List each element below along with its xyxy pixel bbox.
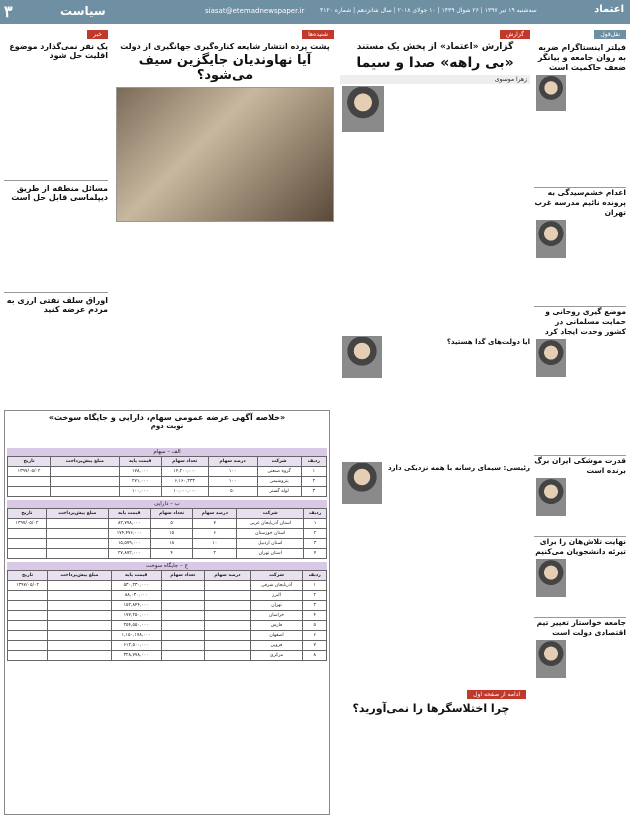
table-cell: لوله گستر <box>257 487 301 497</box>
ad-section <box>4 410 330 815</box>
table-row <box>8 601 327 611</box>
table-header: مبلغ پیش‌پرداخت <box>48 571 112 581</box>
portrait-image <box>536 559 566 597</box>
table-cell: ۱۷۴,۴۷۶,۰۰۰ <box>108 529 150 539</box>
table-cell <box>8 631 48 641</box>
table-header: تعداد سهام <box>161 571 205 581</box>
table-cell <box>46 539 108 549</box>
table-cell: ۳ <box>303 601 327 611</box>
table-cell: ۶,۱۶۰,۳۳۳ <box>161 477 208 487</box>
byline: زهرا موسوی <box>340 75 530 84</box>
main-story-kicker: پشت پرده انتشار شایعه کناره‌گیری جهانگیری از دولت <box>120 42 330 51</box>
interview-headline: «بی راهه» صدا و سیما <box>356 55 514 71</box>
table-cell <box>161 651 205 661</box>
newspaper-logo: اعتماد <box>594 4 624 15</box>
band-fuel: ج – جایگاه سوخت <box>7 562 327 570</box>
table-cell <box>51 467 119 477</box>
table-cell: ۱۵,۵۷۹,۰۰۰ <box>108 539 150 549</box>
right-column-tag: نقل‌قول <box>594 30 626 39</box>
table-cell: ۱۸ <box>150 539 192 549</box>
table-cell <box>161 621 205 631</box>
list-item: اعدام خشم‌سیدگی به پرونده نائیم مدرسه غرب تهران <box>534 188 626 306</box>
table-cell: اصفهان <box>250 631 303 641</box>
table-cell: مرکزی <box>250 651 303 661</box>
table-cell: ۲۷۱,۰۰۰ <box>119 477 161 487</box>
table-row <box>8 641 327 651</box>
table-cell: آذربایجان شرقی <box>250 581 303 591</box>
bottom-tag: ادامه از صفحه اول <box>467 690 526 699</box>
table-cell <box>161 631 205 641</box>
fuel-table <box>7 570 327 661</box>
table-cell <box>8 487 51 497</box>
table-cell: تهران <box>250 601 303 611</box>
table-header: درصد سهام <box>208 457 257 467</box>
table-cell: گروه صنعتی <box>257 467 301 477</box>
table-cell <box>205 651 250 661</box>
table-header: ردیف <box>304 509 327 519</box>
table-cell <box>8 591 48 601</box>
table-cell: ۳ <box>304 539 327 549</box>
portrait-image <box>342 336 382 378</box>
table-cell: ۲۷,۸۷۲,۰۰۰ <box>108 549 150 559</box>
list-item: جامعه خواستار تغییر تیم اقتصادی دولت است <box>534 618 626 638</box>
table-header: درصد سهام <box>193 509 237 519</box>
table-cell <box>205 591 250 601</box>
table-cell <box>8 549 47 559</box>
portrait-image <box>536 75 566 111</box>
table-cell: ۸ <box>303 651 327 661</box>
left-column <box>4 30 108 400</box>
table-row <box>8 539 327 549</box>
list-item: نهایت تلاش‌هان را برای تبرئه دانشجویان می‌کنیم <box>534 537 626 617</box>
table-cell <box>51 487 119 497</box>
list-item: اوراق سلف نفتی ارزی به مردم عرضه کنید <box>6 296 108 314</box>
table-cell: ۲ <box>193 549 237 559</box>
table-cell: ۲ <box>301 477 326 487</box>
portrait-image <box>536 640 566 678</box>
table-cell: ۸۲,۷۷۸,۰۰۰ <box>108 519 150 529</box>
interview-kicker: گزارش «اعتماد» از پخش یک مستند <box>356 42 514 52</box>
table-header: قیمت پایه <box>111 571 161 581</box>
table-header: تعداد سهام <box>161 457 208 467</box>
main-story-headline: آیا نهاوندیان جایگزین سیف می‌شود؟ <box>138 53 312 83</box>
table-row <box>8 591 327 601</box>
portrait-image <box>536 339 566 377</box>
table-cell <box>8 651 48 661</box>
table-cell <box>8 621 48 631</box>
table-header: تعداد سهام <box>150 509 192 519</box>
list-item: موضع گیری روحانی و حمایت مسلمانی در کشور وحدت ایجاد کرد <box>534 307 626 455</box>
list-item: یک نفر نمی‌گذارد موضوع اقلیت حل شود <box>9 42 108 60</box>
table-cell: ۱۰ <box>193 539 237 549</box>
band-assets: ب – دارایی <box>7 500 327 508</box>
table-cell: ۵۳۰,۲۳۰,۰۰۰ <box>111 581 161 591</box>
table-cell <box>48 601 112 611</box>
table-cell: ۱۷۷,۲۵۰,۰۰۰ <box>111 611 161 621</box>
table-header: قیمت پایه <box>108 509 150 519</box>
table-cell: ۱۳۹۷/۰۵/۰۲ <box>8 467 51 477</box>
table-cell: خراسان <box>250 611 303 621</box>
page-number: ۳ <box>4 2 13 21</box>
table-cell: ۳ <box>301 487 326 497</box>
table-header: شرکت <box>250 571 303 581</box>
portrait-image <box>536 220 566 258</box>
table-cell <box>205 621 250 631</box>
table-cell <box>161 591 205 601</box>
table-cell: ۱ <box>304 519 327 529</box>
table-cell: ۱۷۸,۰۰۰ <box>119 467 161 477</box>
table-row <box>8 651 327 661</box>
shares-table <box>7 456 327 497</box>
table-cell: ۶۱۲,۵۰۰,۰۰۰ <box>111 641 161 651</box>
table-cell <box>46 519 108 529</box>
table-cell: ۴ <box>304 549 327 559</box>
table-cell: ۳۲۸,۷۷۸,۰۰۰ <box>111 651 161 661</box>
table-cell: استان اردبیل <box>237 539 304 549</box>
main-story-photo <box>116 87 334 222</box>
table-cell: ۲ <box>304 529 327 539</box>
table-cell: ۸۸,۰۳۰,۰۰۰ <box>111 591 161 601</box>
table-cell: ۱۵ <box>150 529 192 539</box>
table-cell <box>8 477 51 487</box>
table-cell <box>205 611 250 621</box>
sub-headline: ایا دولت‌های گدا هستید؟ <box>446 338 530 346</box>
table-row <box>8 519 327 529</box>
table-cell <box>51 477 119 487</box>
list-item: قدرت موشکی ایران برگ برنده است <box>534 456 626 536</box>
interview-tag: گزارش <box>500 30 530 39</box>
table-header: ردیف <box>301 457 326 467</box>
table-row <box>8 621 327 631</box>
table-header: درصد سهام <box>205 571 250 581</box>
main-story-tag: شنیده‌ها <box>302 30 334 39</box>
table-cell: فارس <box>250 621 303 631</box>
site-email: siasat@etemadnewspaper.ir <box>205 7 305 15</box>
table-cell <box>48 651 112 661</box>
table-cell: استان آذربایجان غربی <box>237 519 304 529</box>
table-cell <box>48 611 112 621</box>
table-cell <box>48 591 112 601</box>
table-cell: ۱۰۰ <box>208 477 257 487</box>
table-cell: ۱۰۰ <box>208 467 257 477</box>
list-item: مسائل منطقه از طریق دیپلماسی قابل حل است <box>11 184 108 202</box>
table-header: ردیف <box>303 571 327 581</box>
table-cell: ۷ <box>193 519 237 529</box>
table-cell <box>8 641 48 651</box>
table-cell <box>205 631 250 641</box>
table-cell <box>205 641 250 651</box>
issue-date: سه‌شنبه ۱۹ تیر ۱۳۹۷ | ۲۶ شوال ۱۴۳۹ | ۱۰ جولای ۲۰۱۸ | سال شانزدهم | شماره ۴۱۲۰ <box>320 7 537 14</box>
table-cell <box>46 549 108 559</box>
table-row <box>8 631 327 641</box>
table-cell: ۵ <box>303 621 327 631</box>
portrait-image <box>536 478 566 516</box>
table-cell <box>48 641 112 651</box>
table-header: مبلغ پیش‌پرداخت <box>51 457 119 467</box>
assets-table <box>7 508 327 559</box>
table-cell: ۱ <box>301 467 326 477</box>
table-cell: ۱۰۰,۰۰۰ <box>119 487 161 497</box>
band-shares: الف – سهام <box>7 448 327 456</box>
table-cell <box>8 529 47 539</box>
table-cell: استان خوزستان <box>237 529 304 539</box>
bottom-article <box>336 690 526 816</box>
table-cell: البرز <box>250 591 303 601</box>
table-cell: ۲ <box>303 591 327 601</box>
table-cell <box>48 621 112 631</box>
table-header: تاریخ <box>8 509 47 519</box>
table-cell <box>46 529 108 539</box>
table-cell: ۱ <box>303 581 327 591</box>
bottom-headline: چرا اختلاسگرها را نمی‌آورید؟ <box>352 702 510 715</box>
right-column <box>534 30 626 816</box>
table-cell: استان تهران <box>237 549 304 559</box>
table-cell: پتروشیمی <box>257 477 301 487</box>
table-cell: ۱,۱۵۰,۱۷۸,۰۰۰ <box>111 631 161 641</box>
table-cell: ۵ <box>150 519 192 529</box>
page-header <box>0 0 630 24</box>
table-cell: ۶ <box>193 529 237 539</box>
table-row <box>8 529 327 539</box>
table-row <box>8 477 327 487</box>
table-cell: ۱۰,۰۰۰,۰۰۰ <box>161 487 208 497</box>
table-row <box>8 467 327 477</box>
table-cell <box>8 539 47 549</box>
sub-headline-2: رئیسی: سیمای رسانه با همه نزدیکی دارد <box>387 464 530 472</box>
table-cell <box>8 601 48 611</box>
table-cell <box>205 581 250 591</box>
table-cell: ۱۳۹۷/۰۵/۰۲ <box>8 581 48 591</box>
table-cell: ۱۵۲,۸۴۴,۰۰۰ <box>111 601 161 611</box>
table-cell <box>161 611 205 621</box>
table-cell: ۵۰ <box>208 487 257 497</box>
table-row <box>8 611 327 621</box>
table-cell: ۴ <box>303 611 327 621</box>
table-cell: ۴ <box>150 549 192 559</box>
left-column-tag: خبر <box>87 30 108 39</box>
table-cell: ۱۳۹۷/۰۵/۰۲ <box>8 519 47 529</box>
table-cell <box>205 601 250 611</box>
table-cell: ۲۵۴,۵۵۰,۰۰۰ <box>111 621 161 631</box>
table-cell: ۷ <box>303 641 327 651</box>
table-cell <box>161 641 205 651</box>
table-row <box>8 487 327 497</box>
table-cell: ۶ <box>303 631 327 641</box>
table-header: تاریخ <box>8 571 48 581</box>
table-header: مبلغ پیش‌پرداخت <box>46 509 108 519</box>
table-cell: ۱۴,۲۰۰,۰۰۰ <box>161 467 208 477</box>
section-title: سیاست <box>60 4 106 18</box>
table-header: تاریخ <box>8 457 51 467</box>
ad-title: «خلاصه آگهی عرضه عمومی سهام، دارایی و جایگاه سوخت» <box>48 413 286 422</box>
table-row <box>8 581 327 591</box>
table-row <box>8 549 327 559</box>
table-cell <box>8 611 48 621</box>
portrait-image <box>342 86 384 132</box>
table-cell <box>161 581 205 591</box>
list-item: فیلتر اینستاگرام ضربه به روان جامعه و بیانگر ضعف حاکمیت است <box>534 43 626 183</box>
ad-subtitle: نوبت دوم <box>150 422 184 430</box>
table-cell <box>161 601 205 611</box>
table-header: شرکت <box>237 509 304 519</box>
table-cell: قزوین <box>250 641 303 651</box>
table-cell <box>48 581 112 591</box>
table-header: قیمت پایه <box>119 457 161 467</box>
middle-text-column <box>336 400 526 685</box>
main-story <box>116 30 334 400</box>
table-header: شرکت <box>257 457 301 467</box>
table-cell <box>48 631 112 641</box>
